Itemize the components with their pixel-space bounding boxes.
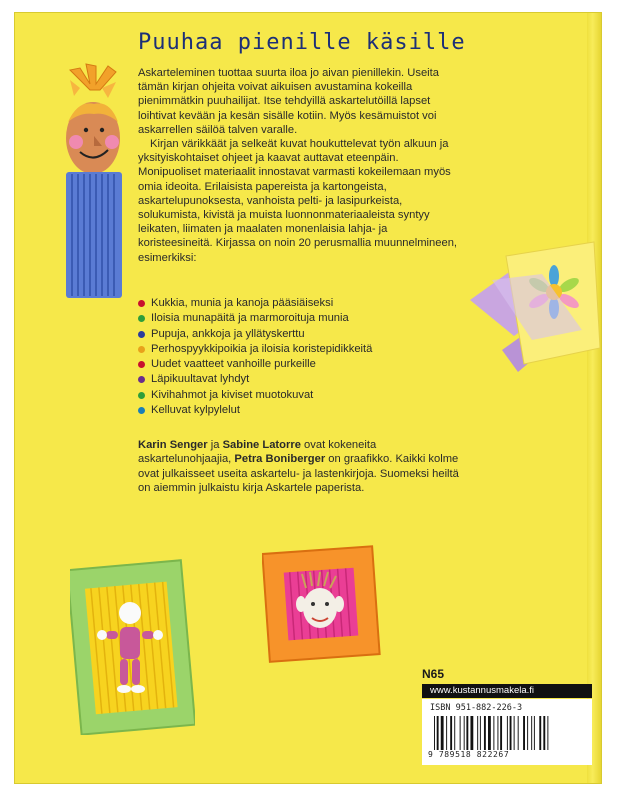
bullet-dot-icon	[138, 346, 145, 353]
bullet-dot-icon	[138, 300, 145, 307]
example-list-item	[138, 342, 372, 357]
bullet-dot-icon	[138, 407, 145, 414]
example-text: Pupuja, ankkoja ja yllätyskerttu	[151, 327, 305, 340]
author-name: Sabine Latorre	[222, 439, 301, 451]
description-text	[138, 66, 464, 265]
isbn-number: ISBN 951-882-226-3	[430, 703, 523, 713]
green-frame-figure-image	[70, 555, 195, 735]
author-text: ovat kokeneita askartelunohjaajia,	[138, 439, 377, 466]
barcode-icon	[434, 716, 580, 750]
example-list-item	[138, 311, 372, 326]
author-name: Karin Senger	[138, 439, 208, 451]
bullet-dot-icon	[138, 315, 145, 322]
example-text: Kivihahmot ja kiviset muotokuvat	[151, 388, 314, 401]
flower-card-envelope-image	[462, 240, 602, 380]
illustrator-name: Petra Boniberger	[234, 453, 326, 466]
example-list-item	[138, 357, 372, 372]
details-paragraph: Kirjan värikkäät ja selkeät kuvat houkuttelevat työn alkuun ja yksityiskohtaiset ohjeet ja kaavat auttavat eteenpäin. Monipuoliset materiaalit innostavat varmasti kokeilemaan myös omia ideoita. Erilaisista papereista ja kartongeista, askartelupunoksesta, vanhoista pelti- ja lasipurkeista, solukumista, kivistä ja muista luonnonmateriaaleista syntyy leikaten, liimaten ja maalaten monenlaisia lahja- ja koristeesineitä. Kirjassa on noin 20 perusmallia muunnelmineen, esimerkiksi:	[138, 138, 458, 264]
bullet-dot-icon	[138, 331, 145, 338]
orange-frame-face-image	[262, 544, 382, 664]
product-code: N65	[422, 667, 445, 681]
example-projects-list	[138, 296, 372, 418]
authors-paragraph	[138, 438, 468, 495]
author-text: on graafikko. Kaikki kolme ovat julkaisseet useita askartelu- ja lastenkirjoja. Suomeksi heiltä on aiemmin julkaistu kirja Askartele paperista.	[138, 453, 459, 494]
example-list-item	[138, 403, 372, 418]
example-list-item	[138, 327, 372, 342]
example-text: Iloisia munapäitä ja marmoroituja munia	[151, 312, 349, 325]
example-text: Läpikuultavat lyhdyt	[151, 373, 250, 386]
bullet-dot-icon	[138, 376, 145, 383]
example-text: Kukkia, munia ja kanoja pääsiäiseksi	[151, 297, 334, 309]
example-list-item	[138, 372, 372, 387]
ean-number: 9 789518 822267	[428, 750, 510, 759]
book-title: Puuhaa pienille käsille	[138, 30, 466, 55]
intro-paragraph: Askarteleminen tuottaa suurta iloa jo aivan pienillekin. Useita tämän kirjan ohjeita voivat aikuisen avustamina kokeilla pienimmätkin puuhailijat. Itse tehdyillä askartelutöillä lapset loihtivat kevään ja kesän sisälle kotiin. Myös kesämuistot voi askarrellen säilöä talven varalle.	[138, 67, 439, 136]
example-text: Kelluvat kylpylelut	[151, 404, 240, 417]
example-list-item	[138, 296, 372, 311]
example-list-item	[138, 388, 372, 403]
book-spine-edge	[587, 13, 601, 783]
raffia-hair-decoration	[70, 64, 116, 98]
author-join: ja	[207, 439, 223, 451]
egghead-craft-image	[50, 60, 135, 310]
publisher-website[interactable]: www.kustannusmakela.fi	[422, 684, 592, 698]
example-text: Uudet vaatteet vanhoille purkeille	[151, 358, 316, 371]
example-text: Perhospyykkipoikia ja iloisia koristepidikkeitä	[151, 342, 373, 355]
bullet-dot-icon	[138, 361, 145, 368]
barcode-panel	[422, 699, 592, 765]
bullet-dot-icon	[138, 392, 145, 399]
